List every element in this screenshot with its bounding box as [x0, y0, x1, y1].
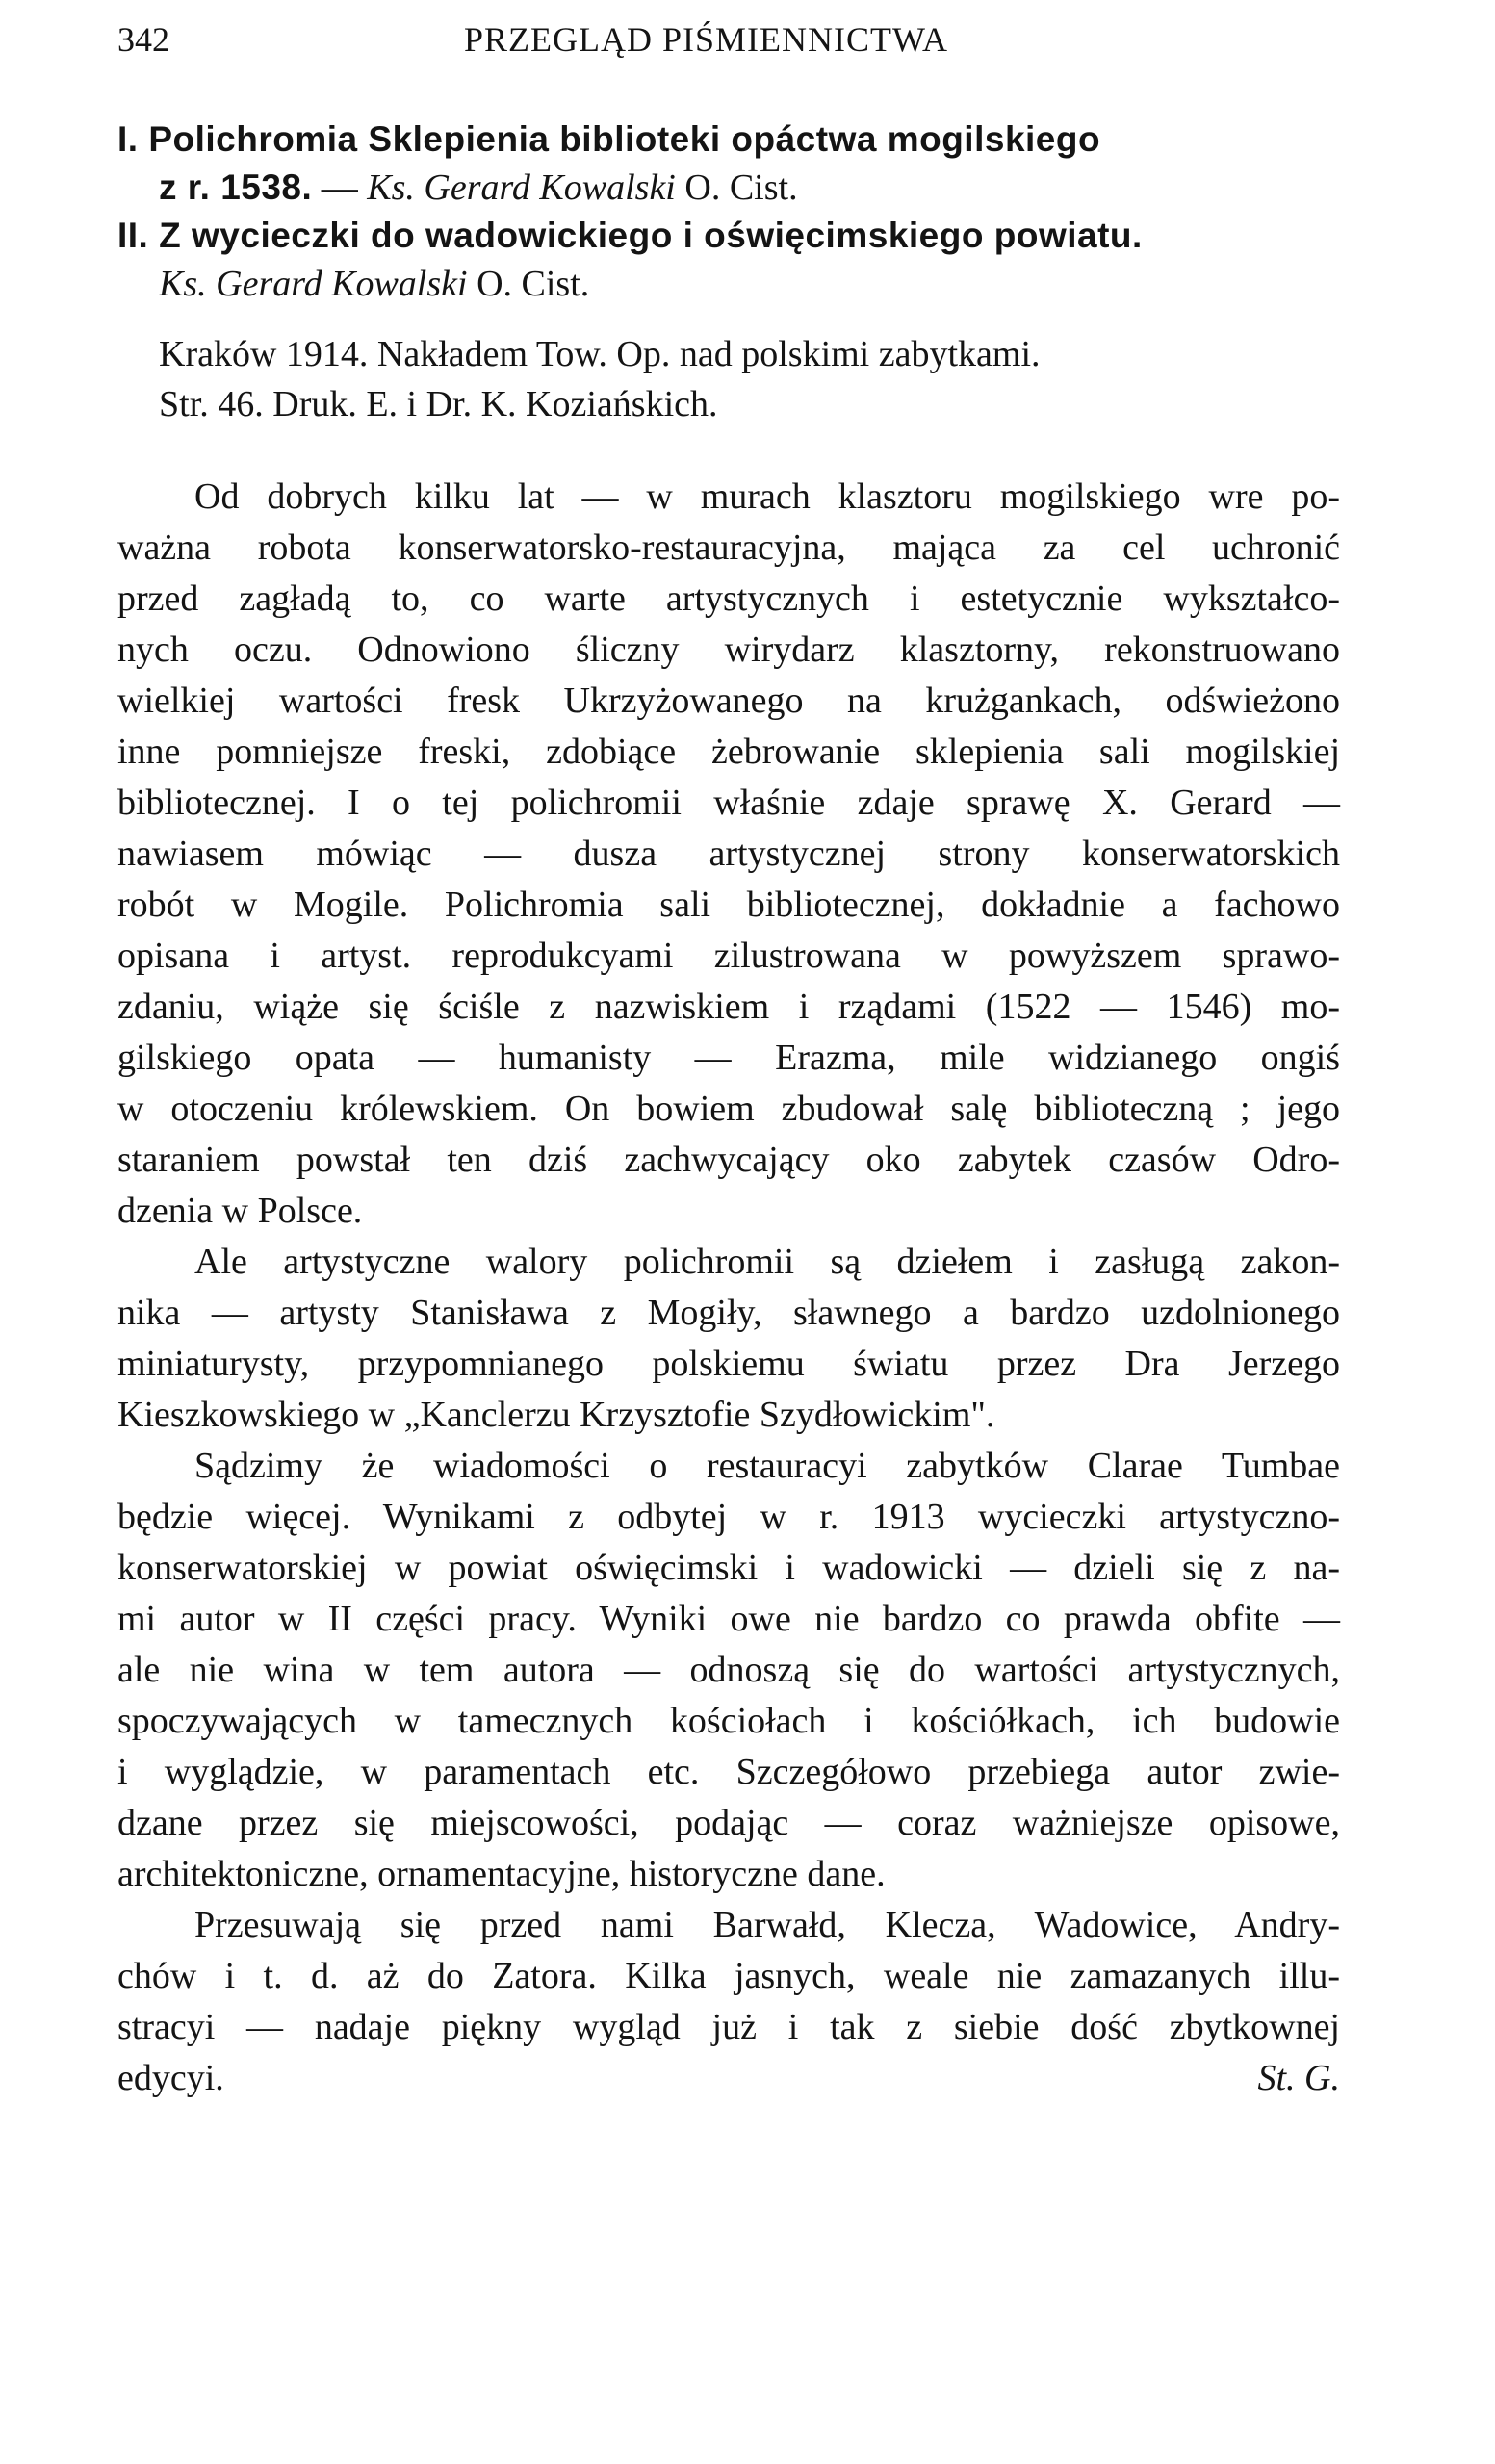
text-line: staraniem powstał ten dziś zachwycający oko zabytek czasów Odro- [117, 1140, 1340, 1180]
text-line: edycyi. [117, 2058, 224, 2098]
text-line: spoczywających w tamecznych kościołach i kościółkach, ich budowie [117, 1701, 1340, 1741]
paragraph-1 [117, 472, 1340, 1237]
text-line: konserwatorskiej w powiat oświęcimski i wadowicki — dzieli się z na- [117, 1548, 1340, 1588]
text-line: architektoniczne, ornamentacyjne, historyczne dane. [117, 1854, 886, 1894]
item2-author: Ks. Gerard Kowalski [159, 264, 468, 304]
text-line: ważna robota konserwatorsko-restauracyjna, mająca za cel uchronić [117, 527, 1340, 568]
pubinfo-line2: Str. 46. Druk. E. i Dr. K. Koziańskich. [159, 384, 718, 424]
item1-dash: — [321, 167, 358, 208]
item2-title: Z wycieczki do wadowickiego i oświęcimskiego powiatu. [159, 216, 1143, 255]
item1-order: O. Cist. [684, 167, 798, 208]
item1-year: z r. 1538. [159, 167, 313, 207]
item2-author-line [117, 260, 1340, 308]
text-line: opisana i artyst. reprodukcyami zilustrowana w powyższem sprawo- [117, 936, 1340, 976]
text-line: inne pomniejsze freski, zdobiące żebrowanie sklepienia sali mogilskiej [117, 732, 1340, 772]
text-line: w otoczeniu królewskiem. On bowiem zbudował salę biblioteczną ; jego [117, 1089, 1340, 1129]
bibliographic-entry [117, 116, 1340, 429]
paragraph-2 [117, 1237, 1340, 1441]
text-line: Od dobrych kilku lat — w murach klasztoru mogilskiego wre po- [194, 476, 1340, 517]
closing-line [117, 2053, 1340, 2104]
text-line: dzenia w Polsce. [117, 1191, 363, 1231]
item2-order: O. Cist. [477, 264, 590, 304]
text-line: miniaturysty, przypomnianego polskiemu światu przez Dra Jerzego [117, 1344, 1340, 1384]
running-header [117, 19, 1340, 67]
item1-title-line2 [117, 164, 1340, 212]
item1-numeral: I. [117, 119, 139, 159]
text-line: nych oczu. Odnowiono śliczny wirydarz klasztorny, rekonstruowano [117, 629, 1340, 670]
text-line: Sądzimy że wiadomości o restauracyi zabytków Clarae Tumbae [194, 1446, 1340, 1486]
text-line: robót w Mogile. Polichromia sali bibliotecznej, dokładnie a fachowo [117, 885, 1340, 925]
text-line: zdaniu, wiąże się ściśle z nazwiskiem i rządami (1522 — 1546) mo- [117, 987, 1340, 1027]
text-line: przed zagładą to, co warte artystycznych i estetycznie wykształco- [117, 578, 1340, 619]
text-line: gilskiego opata — humanisty — Erazma, mile widzianego ongiś [117, 1038, 1340, 1078]
journal-title: PRZEGLĄD PIŚMIENNICTWA [464, 20, 948, 59]
item2-numeral: II. [117, 216, 149, 255]
text-line: Ale artystyczne walory polichromii są dziełem i zasługą zakon- [194, 1242, 1340, 1282]
text-line: będzie więcej. Wynikami z odbytej w r. 1913 wycieczki artystyczno- [117, 1497, 1340, 1537]
text-line: ale nie wina w tem autora — odnoszą się do wartości artystycznych, [117, 1650, 1340, 1690]
text-line: nika — artysty Stanisława z Mogiły, sławnego a bardzo uzdolnionego [117, 1293, 1340, 1333]
paragraph-4 [117, 1900, 1340, 2104]
text-line: Przesuwają się przed nami Barwałd, Klecza, Wadowice, Andry- [194, 1905, 1340, 1945]
pubinfo-line1: Kraków 1914. Nakładem Tow. Op. nad polskimi zabytkami. [159, 334, 1041, 374]
text-line: dzane przez się miejscowości, podając — coraz ważniejsze opisowe, [117, 1803, 1340, 1843]
text-line: stracyi — nadaje piękny wygląd już i tak z siebie dość zbytkownej [117, 2007, 1340, 2047]
review-body [117, 472, 1340, 2104]
item1-author: Ks. Gerard Kowalski [367, 167, 676, 208]
publication-info [117, 329, 1340, 429]
paragraph-3 [117, 1441, 1340, 1900]
text-line: mi autor w II części pracy. Wyniki owe nie bardzo co prawda obfite — [117, 1599, 1340, 1639]
page-number: 342 [117, 20, 169, 59]
reviewer-signature: St. G. [1257, 2058, 1340, 2098]
item2-title-line1 [117, 212, 1340, 260]
text-line: nawiasem mówiąc — dusza artystycznej strony konserwatorskich [117, 834, 1340, 874]
text-line: Kieszkowskiego w „Kanclerzu Krzysztofie Szydłowickim". [117, 1395, 995, 1435]
text-line: bibliotecznej. I o tej polichromii właśnie zdaje sprawę X. Gerard — [117, 783, 1340, 823]
text-line: chów i t. d. aż do Zatora. Kilka jasnych, weale nie zamazanych illu- [117, 1956, 1340, 1996]
text-line: i wyglądzie, w paramentach etc. Szczegółowo przebiega autor zwie- [117, 1752, 1340, 1792]
item1-title-line1 [117, 116, 1340, 164]
text-line: wielkiej wartości fresk Ukrzyżowanego na krużgankach, odświeżono [117, 680, 1340, 721]
item1-title: Polichromia Sklepienia biblioteki opáctwa mogilskiego [148, 119, 1101, 159]
